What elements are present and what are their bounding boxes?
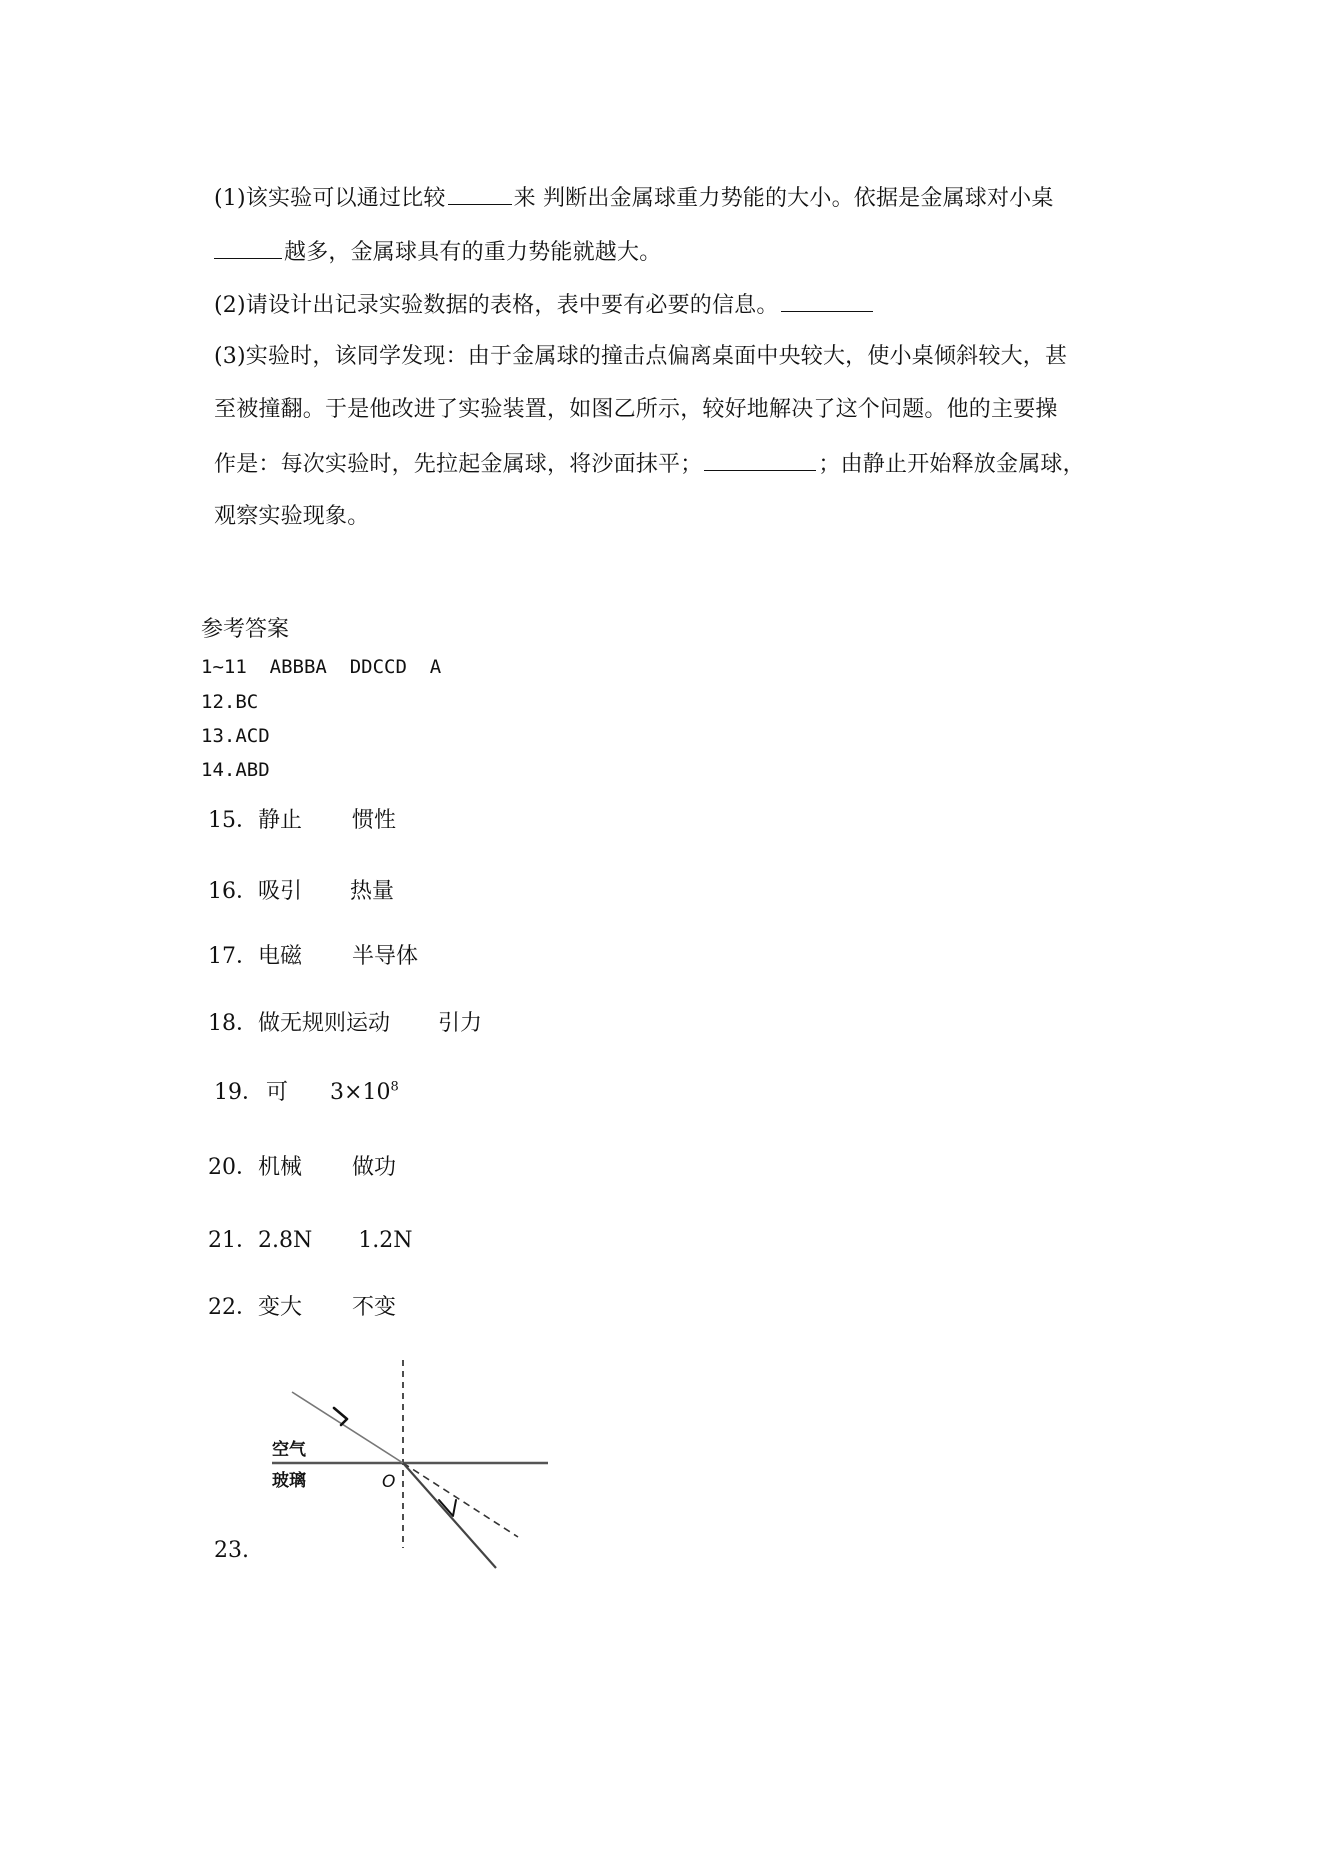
answer-part-b-exponent: 8: [390, 1079, 399, 1095]
answer-part-b-base: 3×10: [330, 1080, 391, 1105]
ray-extension: [403, 1463, 518, 1537]
answer-number: 19．: [214, 1080, 264, 1105]
answer-blank-2: [214, 240, 282, 259]
label-glass: 玻璃: [272, 1471, 306, 1491]
answer-blank-3: [781, 293, 873, 312]
question-3-line-4: 观察实验现象。: [214, 504, 370, 529]
answer-part-b: 半导体: [352, 944, 419, 969]
question-1-end: 越多，金属球具有的重力势能就越大。: [284, 240, 662, 265]
answer-20: [208, 1157, 396, 1179]
answer-13: 13.ACD: [201, 725, 270, 747]
answer-part-a: 机械: [258, 1155, 303, 1180]
question-2-text: (2)请设计出记录实验数据的表格，表中要有必要的信息。: [214, 293, 779, 318]
question-1-line-2: [214, 240, 661, 264]
refracted-ray: [403, 1463, 496, 1568]
answers-heading: 参考答案: [201, 617, 290, 642]
label-air: 空气: [272, 1440, 306, 1460]
answer-part-a: 做无规则运动: [258, 1011, 391, 1036]
answer-part-b: 做功: [352, 1155, 397, 1180]
question-1-line-1: [214, 186, 1054, 210]
answer-part-b: 热量: [350, 879, 395, 904]
refraction-diagram: [270, 1360, 560, 1570]
answer-22: [208, 1297, 396, 1319]
answer-number: 17．: [208, 944, 258, 969]
question-1-prefix: (1)该实验可以通过比较: [214, 186, 446, 211]
label-o: O: [382, 1472, 396, 1492]
answer-number: 21．: [208, 1228, 258, 1253]
answer-23-number: 23.: [214, 1538, 249, 1563]
answer-16: [208, 881, 394, 903]
answer-number: 16．: [208, 879, 258, 904]
answer-part-b: 惯性: [352, 808, 397, 833]
answer-number: 22．: [208, 1295, 258, 1320]
answer-part-a: 吸引: [258, 879, 303, 904]
answer-part-b: [330, 1080, 399, 1105]
question-3-line-2: 至被撞翻。于是他改进了实验装置，如图乙所示，较好地解决了这个问题。他的主要操: [214, 397, 1058, 422]
answer-15: [208, 810, 396, 832]
question-1-mid: 来 判断出金属球重力势能的大小。依据是金属球对小桌: [513, 186, 1054, 211]
answer-part-b: 引力: [438, 1011, 483, 1036]
answer-18: [208, 1013, 482, 1035]
answer-12: 12.BC: [201, 691, 259, 713]
answer-part-a: 2.8N: [258, 1228, 313, 1253]
answer-number: 18．: [208, 1011, 258, 1036]
answer-17: [208, 946, 418, 968]
answer-part-b: 不变: [352, 1295, 397, 1320]
question-3-line-1: (3)实验时，该同学发现：由于金属球的撞击点偏离桌面中央较大，使小桌倾斜较大，甚: [214, 344, 1068, 369]
answer-part-b: 1.2N: [358, 1228, 413, 1253]
answer-blank-1: [448, 186, 512, 205]
question-3-line-3: [214, 452, 1085, 476]
answer-part-a: 变大: [258, 1295, 303, 1320]
answer-number: 20．: [208, 1155, 258, 1180]
question-3-after-blank: ；由静止开始释放金属球，: [818, 452, 1085, 477]
answer-number: 15．: [208, 808, 258, 833]
answer-19: [214, 1079, 399, 1105]
answer-14: 14.ABD: [201, 759, 270, 781]
incident-ray: [292, 1392, 403, 1463]
answer-part-a: 静止: [258, 808, 303, 833]
answer-part-a: 电磁: [258, 944, 303, 969]
answer-part-a: 可: [266, 1080, 289, 1105]
question-3-before-blank: 作是：每次实验时，先拉起金属球，将沙面抹平；: [214, 452, 703, 477]
answer-21: [208, 1230, 413, 1252]
answer-blank-4: [704, 452, 816, 471]
answer-1-11: 1~11 ABBBA DDCCD A: [201, 656, 442, 678]
question-2-line: [214, 293, 875, 317]
